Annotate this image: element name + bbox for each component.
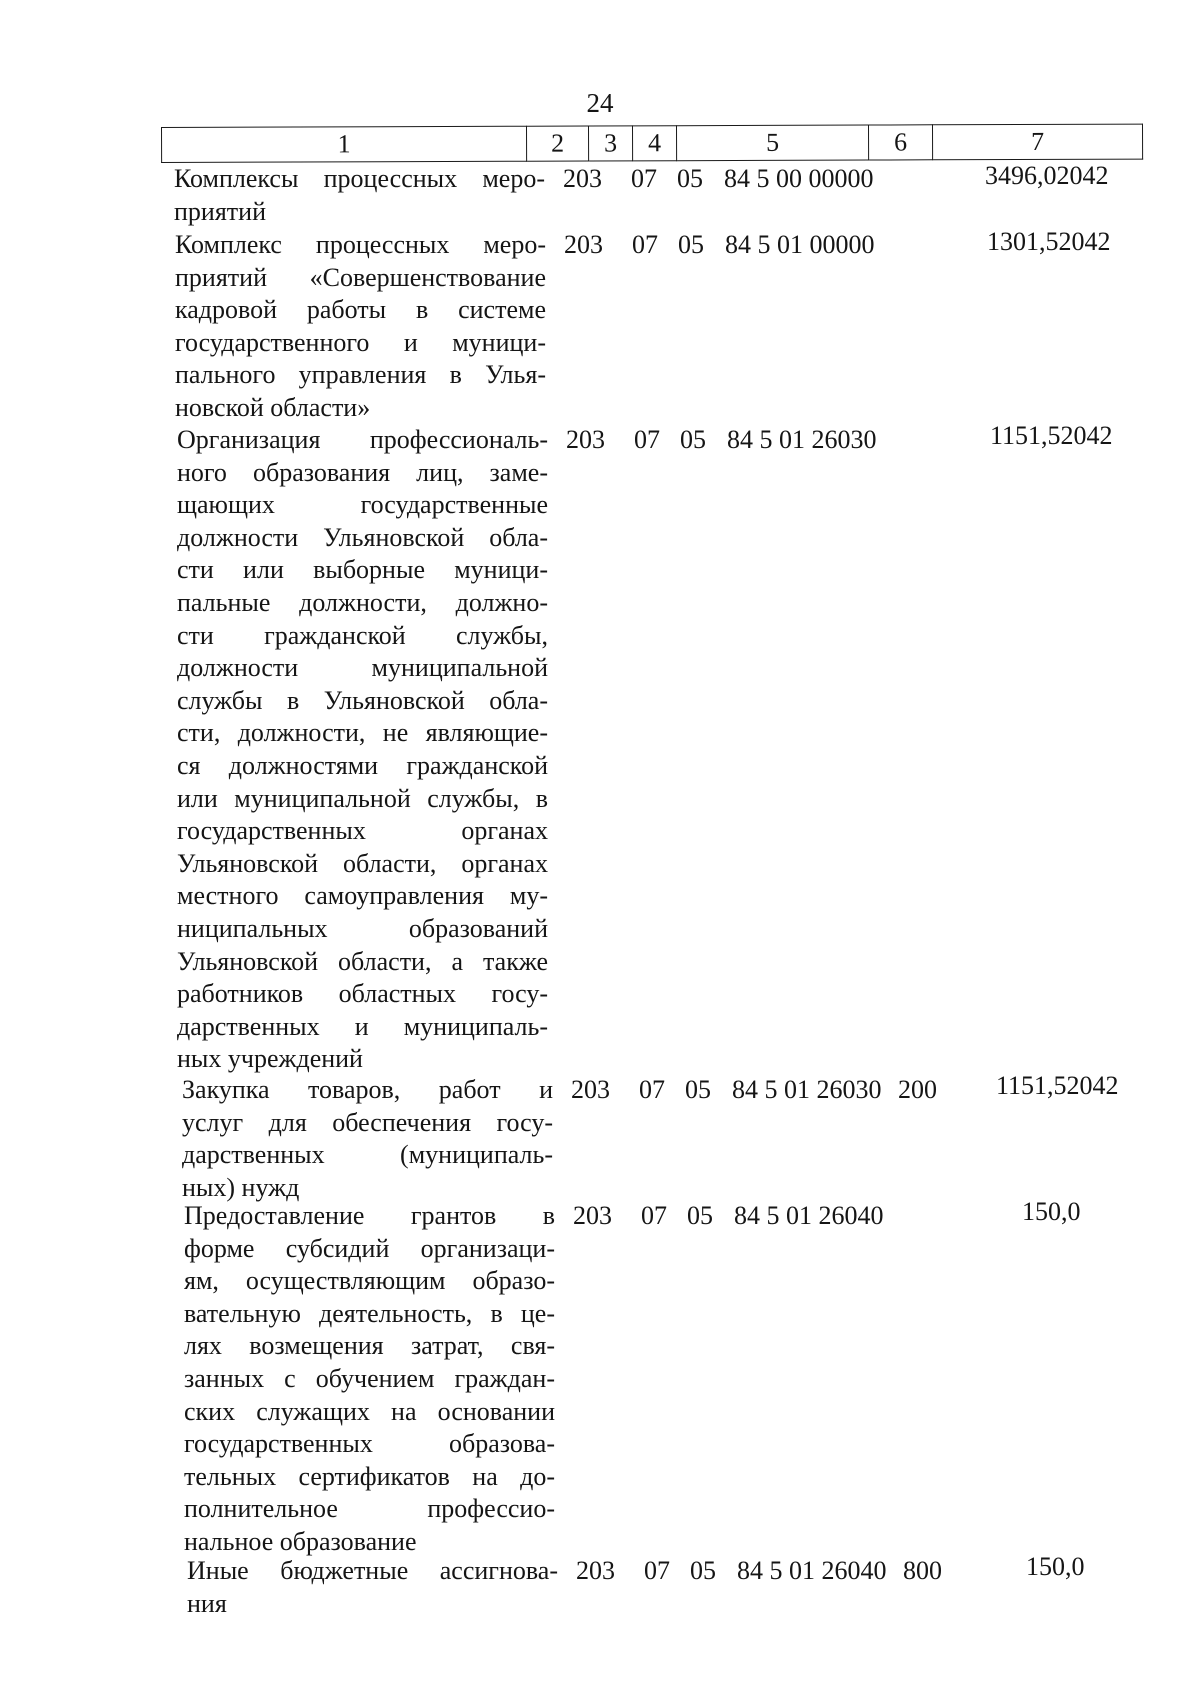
description-line: приятий [174, 196, 266, 226]
description-line: приятий «Совершенствование [175, 262, 546, 292]
grbs-code: 203 [576, 1556, 615, 1585]
row-amount: 150,0 [1022, 1197, 1081, 1226]
expense-type-code: 200 [898, 1075, 937, 1104]
description-line: ских служащих на основании [184, 1396, 555, 1426]
description-line: должности муниципальной [177, 653, 548, 683]
description-line: ся должностями гражданской [177, 750, 548, 780]
description-line: услуг для обеспечения госу- [182, 1107, 553, 1137]
description-line: ных) нужд [182, 1172, 300, 1202]
description-line: государственных органах [177, 816, 548, 846]
description-line: Закупка товаров, работ и [182, 1075, 553, 1104]
subsection-code: 05 [690, 1556, 716, 1585]
subsection-code: 05 [687, 1201, 713, 1230]
row-description [177, 424, 548, 1076]
target-article-code: 84 5 01 26030 [727, 425, 877, 454]
description-line: щающих государственные [177, 490, 548, 520]
description-line: государственного и муници- [175, 327, 546, 357]
description-line: Организация профессиональ- [177, 425, 548, 454]
description-line: ного образования лиц, заме- [177, 457, 548, 487]
header-col-7: 7 [932, 124, 1142, 160]
description-line: полнительное профессио- [184, 1494, 555, 1524]
header-col-3: 3 [588, 126, 632, 161]
target-article-code: 84 5 01 26040 [734, 1201, 884, 1230]
description-line: дарственных и муниципаль- [177, 1011, 548, 1041]
row-amount: 150,0 [1026, 1552, 1085, 1581]
header-col-1: 1 [162, 126, 527, 162]
section-code: 07 [634, 425, 660, 454]
row-amount: 3496,02042 [985, 161, 1109, 190]
description-line: работников областных госу- [177, 979, 548, 1009]
subsection-code: 05 [680, 425, 706, 454]
description-line: сти гражданской службы, [177, 620, 548, 650]
target-article-code: 84 5 01 26040 [737, 1556, 887, 1585]
description-line: ниципальных образований [177, 913, 548, 943]
table-header [161, 124, 1143, 163]
row-description [187, 1555, 558, 1620]
header-col-4: 4 [632, 126, 676, 161]
section-code: 07 [639, 1075, 665, 1104]
page-number: 24 [586, 88, 614, 118]
grbs-code: 203 [571, 1075, 610, 1104]
description-line: занных с обучением граждан- [184, 1363, 555, 1393]
row-description [174, 163, 545, 228]
target-article-code: 84 5 01 00000 [725, 230, 875, 259]
description-line: дарственных (муниципаль- [182, 1140, 553, 1170]
row-amount: 1151,52042 [990, 421, 1113, 450]
row-description [182, 1074, 553, 1204]
target-article-code: 84 5 01 26030 [732, 1075, 882, 1104]
section-code: 07 [631, 164, 657, 193]
header-col-5: 5 [676, 125, 868, 161]
description-line: ям, осуществляющим образо- [184, 1266, 555, 1296]
section-code: 07 [641, 1201, 667, 1230]
description-line: государственных образова- [184, 1429, 555, 1459]
description-line: сти или выборные муници- [177, 555, 548, 585]
target-article-code: 84 5 00 00000 [724, 164, 874, 193]
row-description [184, 1200, 555, 1559]
description-line: сти, должности, не являющие- [177, 718, 548, 748]
description-line: или муниципальной службы, в [177, 783, 548, 813]
grbs-code: 203 [563, 164, 602, 193]
grbs-code: 203 [573, 1201, 612, 1230]
description-line: кадровой работы в системе [175, 295, 546, 325]
subsection-code: 05 [678, 230, 704, 259]
row-description [175, 229, 546, 425]
grbs-code: 203 [564, 230, 603, 259]
description-line: лях возмещения затрат, свя- [184, 1331, 555, 1361]
description-line: Ульяновской области, а также [177, 946, 548, 976]
description-line: вательную деятельность, в це- [184, 1298, 555, 1328]
description-line: местного самоуправления му- [177, 881, 548, 911]
grbs-code: 203 [566, 425, 605, 454]
description-line: форме субсидий организаци- [184, 1233, 555, 1263]
row-amount: 1301,52042 [987, 227, 1111, 256]
description-line: пальные должности, должно- [177, 587, 548, 617]
section-code: 07 [632, 230, 658, 259]
description-line: ных учреждений [177, 1044, 363, 1074]
description-line: Иные бюджетные ассигнова- [187, 1556, 558, 1585]
row-amount: 1151,52042 [996, 1071, 1119, 1100]
description-line: Комплексы процессных меро- [174, 164, 545, 193]
description-line: ния [187, 1588, 227, 1618]
header-col-2: 2 [526, 126, 588, 161]
description-line: службы в Ульяновской обла- [177, 685, 548, 715]
expense-type-code: 800 [903, 1556, 942, 1585]
description-line: тельных сертификатов на до- [184, 1461, 555, 1491]
description-line: должности Ульяновской обла- [177, 522, 548, 552]
description-line: пального управления в Улья- [175, 360, 546, 390]
description-line: Предоставление грантов в [184, 1201, 555, 1230]
description-line: Ульяновской области, органах [177, 848, 548, 878]
subsection-code: 05 [677, 164, 703, 193]
section-code: 07 [644, 1556, 670, 1585]
header-col-6: 6 [868, 125, 932, 160]
description-line: Комплекс процессных меро- [175, 230, 546, 259]
description-line: нальное образование [184, 1526, 417, 1556]
subsection-code: 05 [685, 1075, 711, 1104]
description-line: новской области» [175, 392, 371, 422]
